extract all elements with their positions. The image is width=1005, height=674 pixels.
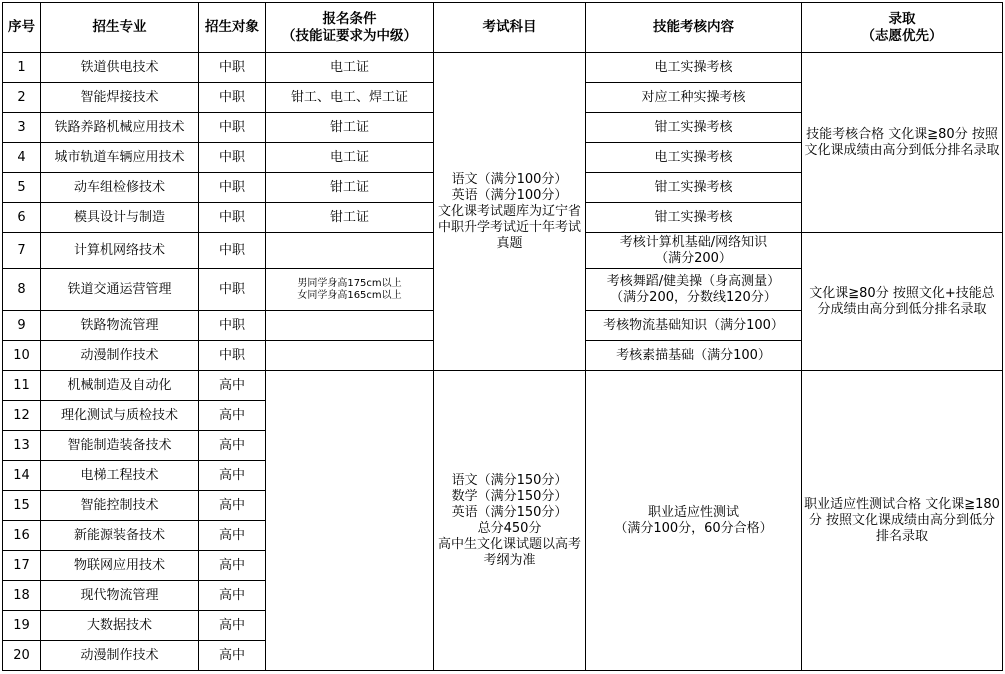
row-number: 9 [3,311,41,341]
row-condition: 钳工、电工、焊工证 [266,83,434,113]
row-major: 铁路物流管理 [41,311,199,341]
row-number: 7 [3,233,41,269]
row-major: 物联网应用技术 [41,551,199,581]
header-subject: 考试科目 [434,3,586,53]
row-number: 14 [3,461,41,491]
row-major: 动漫制作技术 [41,341,199,371]
row-condition [266,233,434,269]
header-skill: 技能考核内容 [586,3,802,53]
admission-rule-3: 职业适应性测试合格 文化课≧180分 按照文化课成绩由高分到低分排名录取 [802,371,1003,671]
row-number: 10 [3,341,41,371]
header-target: 招生对象 [199,3,266,53]
row-condition-line2: 女同学身高165cm以上 [297,289,402,301]
subject-gaozhong-line4: 总分450分 [477,520,542,536]
row-target: 高中 [199,521,266,551]
row-target: 中职 [199,143,266,173]
header-condition-line2: （技能证要求为中级） [282,27,417,44]
table-row [3,371,1003,401]
row-number: 18 [3,581,41,611]
row-skill-line1: 考核计算机基础/网络知识 [619,234,768,250]
row-number: 5 [3,173,41,203]
header-admission-line1: 录取 [888,10,916,27]
skill-gaozhong-line1: 职业适应性测试 [647,504,739,520]
header-row [3,3,1003,53]
row-condition: 电工证 [266,53,434,83]
row-condition [266,341,434,371]
header-admission-line2: （志愿优先） [861,27,943,44]
row-skill: 电工实操考核 [586,53,802,83]
row-number: 11 [3,371,41,401]
admission-rule-1: 技能考核合格 文化课≧80分 按照文化课成绩由高分到低分排名录取 [802,53,1003,233]
row-major: 智能制造装备技术 [41,431,199,461]
row-skill: 对应工种实操考核 [586,83,802,113]
row-condition: 电工证 [266,143,434,173]
row-target: 高中 [199,641,266,671]
row-skill-line2: （满分200） [655,250,732,266]
subject-zhongzhi-line3: 文化课考试题库为辽宁省中职升学考试近十年考试真题 [437,203,581,251]
row-target: 高中 [199,491,266,521]
skill-gaozhong [586,371,802,671]
row-major: 电梯工程技术 [41,461,199,491]
row-target: 高中 [199,371,266,401]
row-number: 12 [3,401,41,431]
row-skill: 考核物流基础知识（满分100） [586,311,802,341]
row-major: 动漫制作技术 [41,641,199,671]
row-target: 高中 [199,401,266,431]
row-target: 中职 [199,113,266,143]
row-number: 3 [3,113,41,143]
row-skill [586,233,802,269]
subject-gaozhong-line3: 英语（满分150分） [451,504,568,520]
row-target: 中职 [199,269,266,311]
row-target: 高中 [199,461,266,491]
row-major: 模具设计与制造 [41,203,199,233]
admission-rule-2: 文化课≧80分 按照文化+技能总分成绩由高分到低分排名录取 [802,233,1003,371]
row-number: 8 [3,269,41,311]
subject-gaozhong-line2: 数学（满分150分） [451,488,568,504]
header-condition-line1: 报名条件 [322,10,377,27]
table-row [3,53,1003,83]
row-number: 16 [3,521,41,551]
row-skill: 电工实操考核 [586,143,802,173]
row-skill: 钳工实操考核 [586,173,802,203]
row-skill [586,269,802,311]
row-skill: 考核素描基础（满分100） [586,341,802,371]
header-admission [802,3,1003,53]
row-condition [266,311,434,341]
row-major: 智能焊接技术 [41,83,199,113]
subject-gaozhong-line5: 高中生文化课试题以高考考纲为准 [437,536,581,568]
skill-gaozhong-line2: （满分100分，60分合格） [614,520,773,536]
row-target: 中职 [199,203,266,233]
row-condition-line1: 男同学身高175cm以上 [297,277,402,289]
row-target: 高中 [199,431,266,461]
row-major: 动车组检修技术 [41,173,199,203]
row-number: 2 [3,83,41,113]
subject-zhongzhi-line2: 英语（满分100分） [451,187,568,203]
row-skill: 钳工实操考核 [586,113,802,143]
row-number: 13 [3,431,41,461]
row-major: 新能源装备技术 [41,521,199,551]
row-target: 中职 [199,83,266,113]
row-condition [266,269,434,311]
header-major: 招生专业 [41,3,199,53]
row-number: 1 [3,53,41,83]
row-target: 中职 [199,311,266,341]
row-skill-line2: （满分200，分数线120分） [610,289,777,305]
row-skill-line1: 考核舞蹈/健美操（身高测量） [606,273,781,289]
row-condition: 钳工证 [266,203,434,233]
row-major: 机械制造及自动化 [41,371,199,401]
row-target: 中职 [199,233,266,269]
row-condition: 钳工证 [266,113,434,143]
row-number: 20 [3,641,41,671]
condition-gaozhong-empty [266,371,434,671]
row-major: 铁道交通运营管理 [41,269,199,311]
row-major: 铁路养路机械应用技术 [41,113,199,143]
row-condition: 钳工证 [266,173,434,203]
header-condition [266,3,434,53]
row-target: 中职 [199,341,266,371]
row-number: 6 [3,203,41,233]
row-target: 高中 [199,551,266,581]
row-number: 17 [3,551,41,581]
row-major: 智能控制技术 [41,491,199,521]
row-target: 中职 [199,53,266,83]
row-number: 19 [3,611,41,641]
row-major: 城市轨道车辆应用技术 [41,143,199,173]
subject-zhongzhi [434,53,586,371]
row-target: 高中 [199,581,266,611]
row-target: 中职 [199,173,266,203]
header-seq: 序号 [3,3,41,53]
row-skill: 钳工实操考核 [586,203,802,233]
row-major: 理化测试与质检技术 [41,401,199,431]
row-major: 铁道供电技术 [41,53,199,83]
row-major: 大数据技术 [41,611,199,641]
row-major: 现代物流管理 [41,581,199,611]
subject-gaozhong [434,371,586,671]
row-major: 计算机网络技术 [41,233,199,269]
row-number: 4 [3,143,41,173]
admission-table [2,2,1003,671]
row-target: 高中 [199,611,266,641]
subject-zhongzhi-line1: 语文（满分100分） [451,171,568,187]
subject-gaozhong-line1: 语文（满分150分） [451,472,568,488]
row-number: 15 [3,491,41,521]
